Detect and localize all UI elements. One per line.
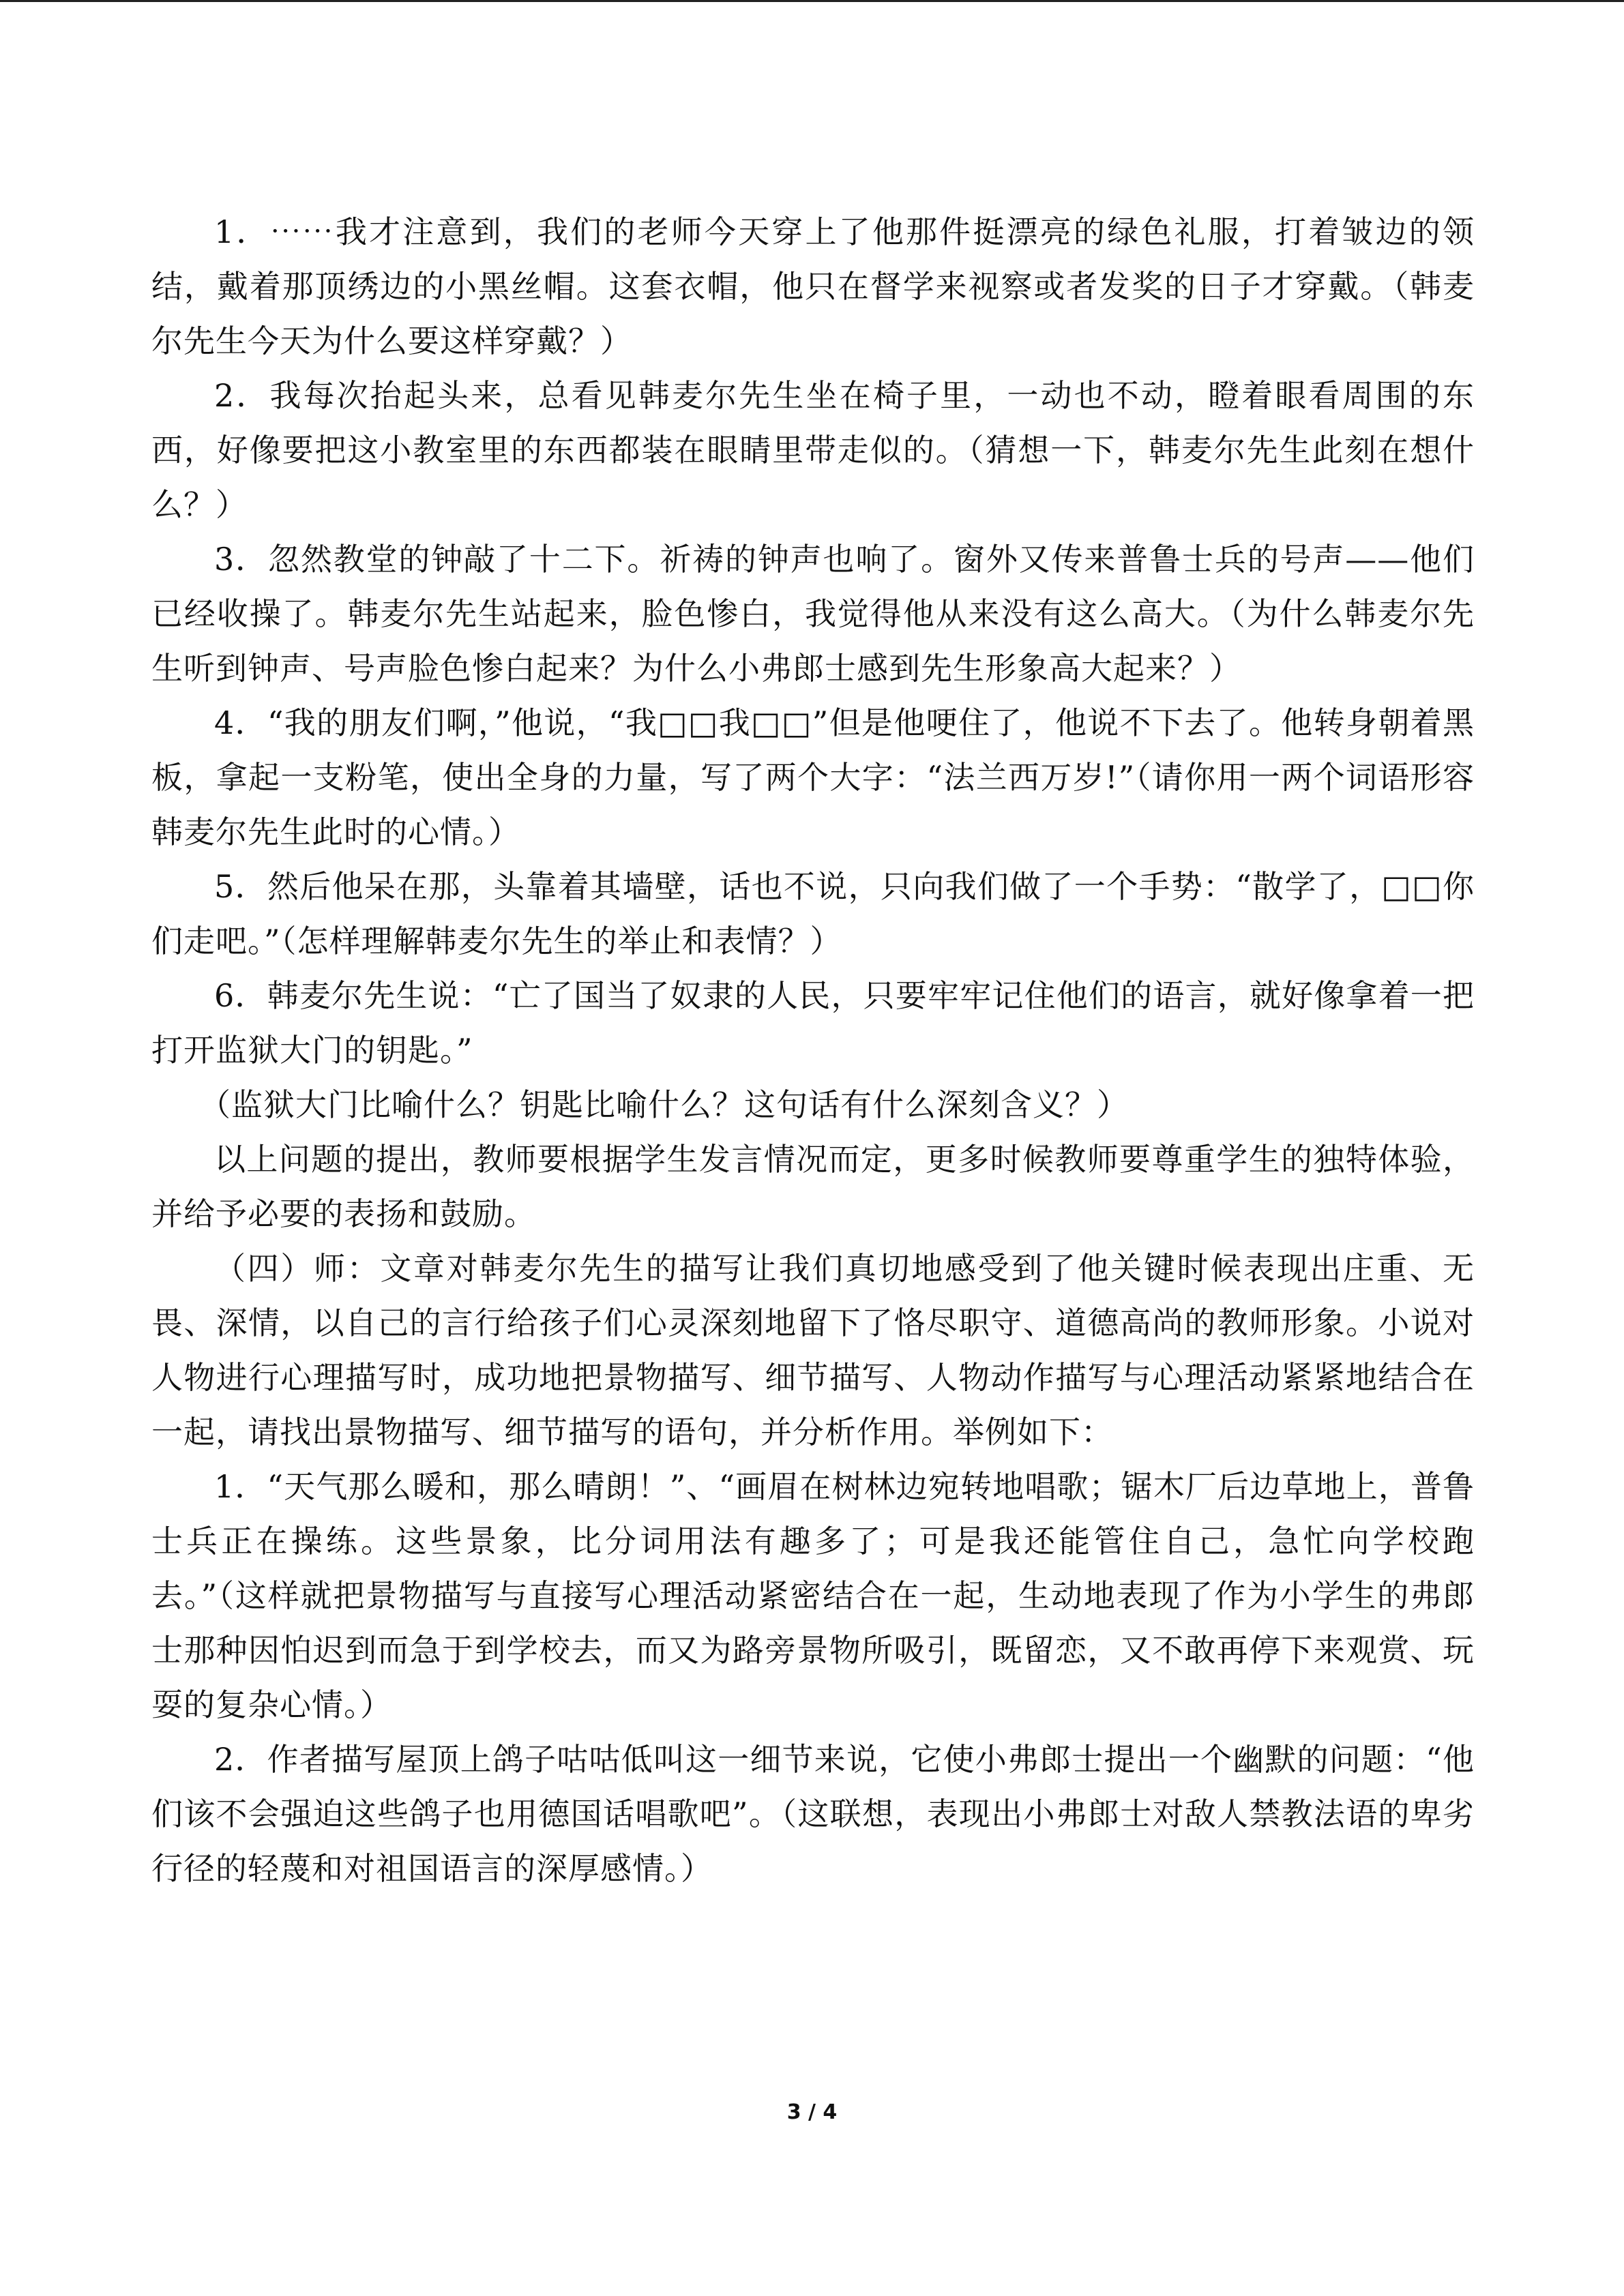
paragraph-question-3: 3．忽然教堂的钟敲了十二下。祈祷的钟声也响了。窗外又传来普鲁士兵的号声——他们已经收操了。韩麦尔先生站起来，脸色惨白，我觉得他从来没有这么高大。（为什么韩麦尔先生听到钟声、号声脸色惨白起来？为什么小弗郎士感到先生形象高大起来？） (151, 541, 1475, 687)
paragraph-question-1: 1．⋯⋯我才注意到，我们的老师今天穿上了他那件挺漂亮的绿色礼服，打着皱边的领结，戴着那顶绣边的小黑丝帽。这套衣帽，他只在督学来视察或者发奖的日子才穿戴。（韩麦尔先生今天为什么要这样穿戴？） (151, 213, 1475, 359)
paragraph-question-6-note: （监狱大门比喻什么？钥匙比喻什么？这句话有什么深刻含义？） (199, 1086, 1129, 1123)
paragraph-section-four: （四）师：文章对韩麦尔先生的描写让我们真切地感受到了他关键时候表现出庄重、无畏、深情，以自己的言行给孩子们心灵深刻地留下了恪尽职守、道德高尚的教师形象。小说对人物进行心理描写时，成功地把景物描写、细节描写、人物动作描写与心理活动紧紧地结合在一起，请找出景物描写、细节描写的语句，并分析作用。举例如下： (151, 1250, 1475, 1450)
paragraph-question-5: 5．然后他呆在那，头靠着其墙壁，话也不说，只向我们做了一个手势：“散学了，□□你们走吧。”（怎样理解韩麦尔先生的举止和表情？） (151, 868, 1475, 959)
document-body (151, 205, 1475, 1896)
paragraph-question-4: 4．“我的朋友们啊，”他说，“我□□我□□”但是他哽住了，他说不下去了。他转身朝着黑板，拿起一支粉笔，使出全身的力量，写了两个大字：“法兰西万岁!”（请你用一两个词语形容韩麦尔先生此时的心情。） (151, 704, 1475, 850)
top-border-line (0, 0, 1624, 2)
paragraph-question-2: 2．我每次抬起头来，总看见韩麦尔先生坐在椅子里，一动也不动，瞪着眼看周围的东西，好像要把这小教室里的东西都装在眼睛里带走似的。（猜想一下，韩麦尔先生此刻在想什么？） (151, 377, 1475, 523)
paragraph-example-1: 1．“天气那么暖和，那么晴朗！”、“画眉在树林边宛转地唱歌；锯木厂后边草地上，普鲁士兵正在操练。这些景象，比分词用法有趣多了；可是我还能管住自己，急忙向学校跑去。”（这样就把景物描写与直接写心理活动紧密结合在一起，生动地表现了作为小学生的弗郎士那种因怕迟到而急于到学校去，而又为路旁景物所吸引，既留恋，又不敢再停下来观赏、玩耍的复杂心情。） (151, 1468, 1475, 1723)
paragraph-question-6: 6．韩麦尔先生说：“亡了国当了奴隶的人民，只要牢牢记住他们的语言，就好像拿着一把打开监狱大门的钥匙。” (151, 977, 1475, 1069)
paragraph-example-2: 2．作者描写屋顶上鸽子咕咕低叫这一细节来说，它使小弗郎士提出一个幽默的问题：“他们该不会强迫这些鸽子也用德国话唱歌吧”。（这联想，表现出小弗郎士对敌人禁教法语的卑劣行径的轻蔑和对祖国语言的深厚感情。） (151, 1741, 1475, 1887)
page-number: 3 / 4 (786, 2100, 838, 2124)
paragraph-teacher-note: 以上问题的提出，教师要根据学生发言情况而定，更多时候教师要尊重学生的独特体验，并给予必要的表扬和鼓励。 (151, 1141, 1475, 1232)
